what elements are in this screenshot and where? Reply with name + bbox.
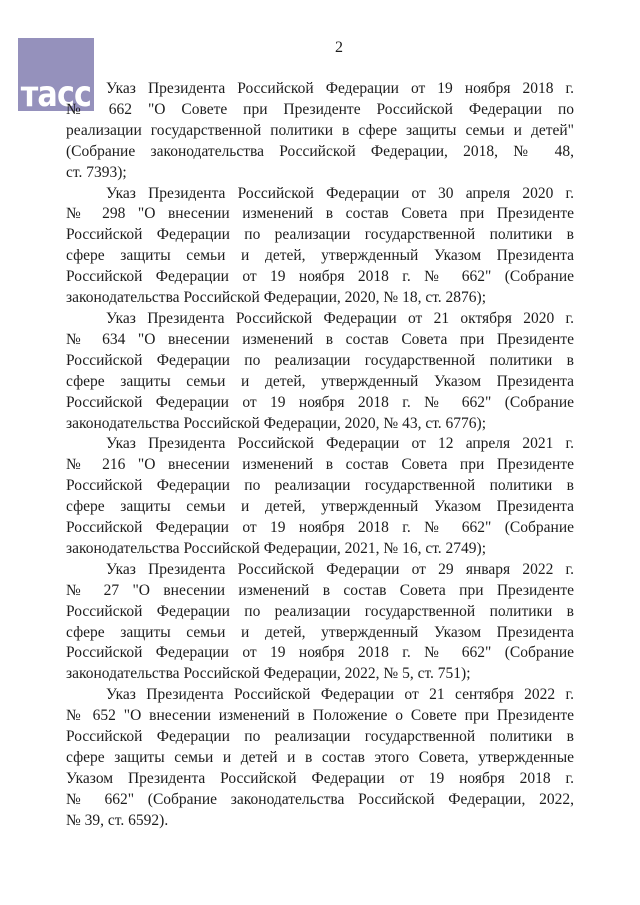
text-line: Российской Федерации по реализации государственной политики в bbox=[66, 477, 574, 495]
text-line: Указ Президента Российской Федерации от 12 апреля 2021 г. bbox=[106, 435, 574, 453]
paragraph-4 bbox=[66, 434, 574, 559]
text-line: законодательства Российской Федерации, 2021, № 16, ст. 2749); bbox=[66, 539, 487, 557]
text-line: сфере защиты семьи и детей, утвержденный Указом Президента bbox=[66, 247, 574, 265]
document-text bbox=[66, 79, 574, 832]
text-line: законодательства Российской Федерации, 2020, № 18, ст. 2876); bbox=[66, 289, 487, 307]
paragraph-6 bbox=[66, 685, 574, 831]
text-line: № 39, ст. 6592). bbox=[66, 811, 169, 829]
paragraph-2 bbox=[66, 184, 574, 309]
paragraph-1 bbox=[66, 79, 574, 184]
text-line: ст. 7393); bbox=[66, 163, 127, 181]
text-line: № 298 "О внесении изменений в состав Совета при Президенте bbox=[66, 205, 574, 223]
text-line: № 216 "О внесении изменений в состав Совета при Президенте bbox=[66, 456, 574, 474]
text-line: Российской Федерации от 19 ноября 2018 г. № 662" (Собрание bbox=[66, 393, 574, 411]
text-line: Указ Президента Российской Федерации от 29 января 2022 г. bbox=[106, 560, 574, 578]
paragraph-5 bbox=[66, 560, 574, 685]
text-line: сфере защиты семьи и детей, утвержденный Указом Президента bbox=[66, 623, 574, 641]
text-line: № 27 "О внесении изменений в состав Совета при Президенте bbox=[66, 581, 574, 599]
text-line: Российской Федерации от 19 ноября 2018 г. № 662" (Собрание bbox=[66, 268, 574, 286]
text-line: сфере защиты семьи и детей, утвержденный Указом Президента bbox=[66, 498, 574, 516]
text-line: Российской Федерации по реализации государственной политики в bbox=[66, 602, 574, 620]
text-line: Российской Федерации от 19 ноября 2018 г. № 662" (Собрание bbox=[66, 519, 574, 537]
text-line: сфере защиты семьи и детей, утвержденный Указом Президента bbox=[66, 372, 574, 390]
text-line: № 662 "О Совете при Президенте Российской Федерации по bbox=[66, 100, 574, 118]
text-line: № 634 "О внесении изменений в состав Совета при Президенте bbox=[66, 330, 574, 348]
text-line: Указ Президента Российской Федерации от 21 сентября 2022 г. bbox=[106, 686, 574, 704]
text-line: Указ Президента Российской Федерации от 30 апреля 2020 г. bbox=[106, 184, 574, 202]
text-line: Российской Федерации по реализации государственной политики в bbox=[66, 728, 574, 746]
text-line: № 662" (Собрание законодательства Российской Федерации, 2022, bbox=[66, 790, 574, 808]
text-line: Указ Президента Российской Федерации от 19 ноября 2018 г. bbox=[106, 80, 574, 97]
paragraph-3 bbox=[66, 309, 574, 434]
text-line: Российской Федерации от 19 ноября 2018 г. № 662" (Собрание bbox=[66, 644, 574, 662]
text-line: законодательства Российской Федерации, 2022, № 5, ст. 751); bbox=[66, 665, 471, 683]
text-line: законодательства Российской Федерации, 2020, № 43, ст. 6776); bbox=[66, 414, 487, 432]
text-line: № 652 "О внесении изменений в Положение о Совете при Президенте bbox=[66, 707, 574, 725]
text-line: (Собрание законодательства Российской Федерации, 2018, № 48, bbox=[66, 142, 574, 160]
tass-logo-text: тасс bbox=[20, 73, 92, 115]
text-line: Российской Федерации по реализации государственной политики в bbox=[66, 351, 574, 369]
text-line: Указом Президента Российской Федерации от 19 ноября 2018 г. bbox=[66, 769, 574, 787]
text-line: реализации государственной политики в сфере защиты семьи и детей" bbox=[66, 121, 574, 139]
text-line: Российской Федерации по реализации государственной политики в bbox=[66, 226, 574, 244]
page-number: 2 bbox=[335, 39, 343, 56]
text-line: сфере защиты семьи и детей и в состав этого Совета, утвержденные bbox=[66, 749, 574, 766]
text-line: Указ Президента Российской Федерации от 21 октября 2020 г. bbox=[106, 309, 574, 327]
